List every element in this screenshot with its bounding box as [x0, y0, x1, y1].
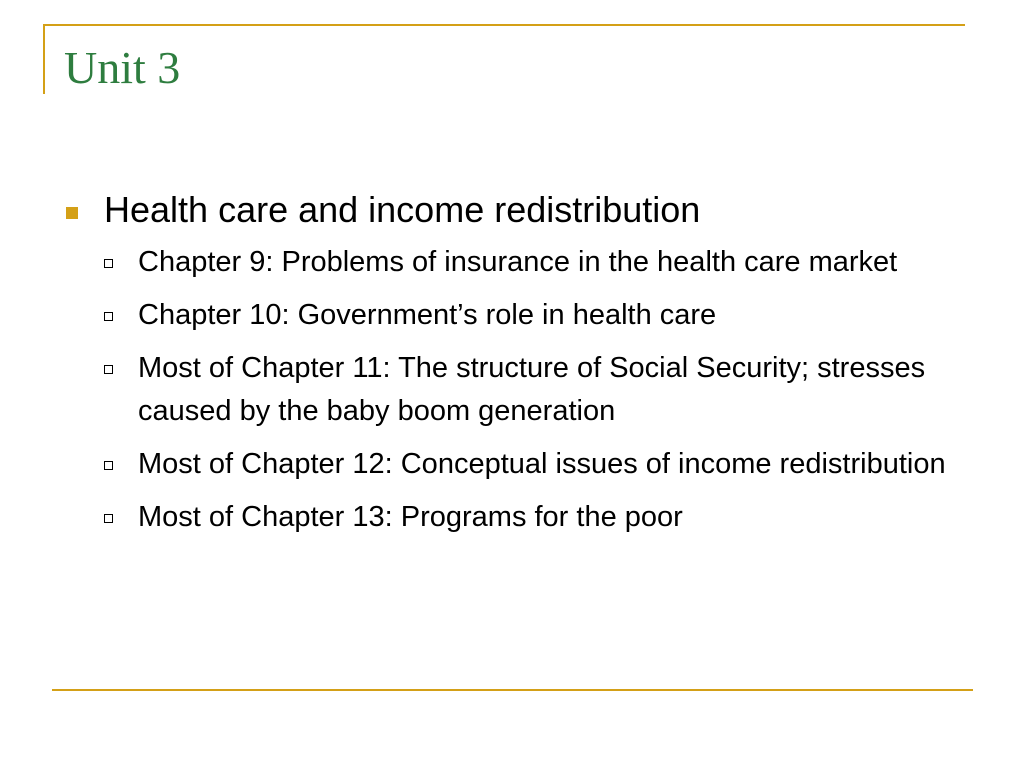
- slide-body: [64, 188, 964, 549]
- main-bullet-item: [64, 188, 964, 231]
- hollow-square-bullet-icon: [104, 461, 113, 470]
- sub-bullet-item: [64, 241, 968, 284]
- sub-bullet-item: [64, 443, 968, 486]
- filled-square-bullet-icon: [66, 207, 78, 219]
- sub-bullet-item: [64, 347, 968, 433]
- main-bullet-text: Health care and income redistribution: [104, 189, 701, 230]
- bottom-accent-rule: [52, 689, 973, 691]
- sub-bullet-item: [64, 496, 968, 539]
- hollow-square-bullet-icon: [104, 312, 113, 321]
- sub-bullet-list: [64, 241, 964, 539]
- sub-bullet-text: Chapter 9: Problems of insurance in the health care market: [138, 246, 898, 279]
- sub-bullet-text: Most of Chapter 12: Conceptual issues of income redistribution: [138, 448, 946, 481]
- hollow-square-bullet-icon: [104, 365, 113, 374]
- sub-bullet-text: Most of Chapter 11: The structure of Social Security; stresses caused by the baby boom generation: [138, 352, 926, 428]
- left-accent-rule: [43, 24, 45, 94]
- slide-title: Unit 3: [64, 42, 181, 93]
- sub-bullet-item: [64, 294, 968, 337]
- top-accent-rule: [43, 24, 965, 26]
- hollow-square-bullet-icon: [104, 259, 113, 268]
- sub-bullet-text: Chapter 10: Government’s role in health care: [138, 299, 717, 332]
- hollow-square-bullet-icon: [104, 514, 113, 523]
- sub-bullet-text: Most of Chapter 13: Programs for the poor: [138, 501, 683, 534]
